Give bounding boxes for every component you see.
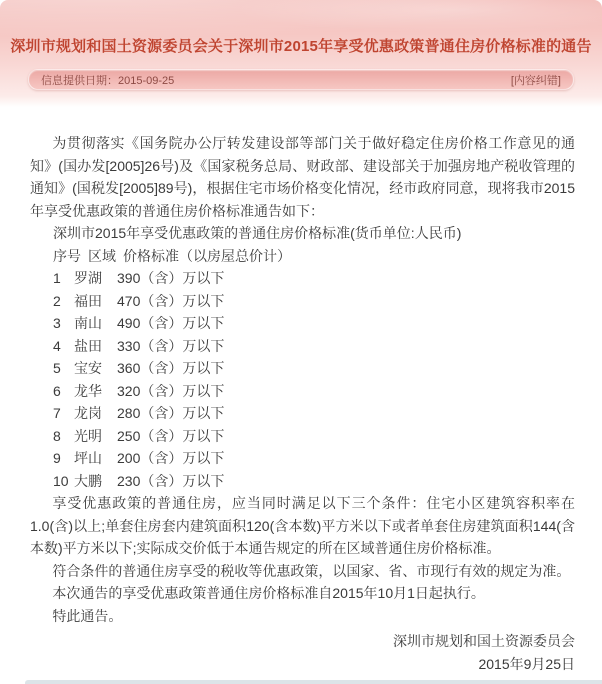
row-district: 龙华 <box>74 382 102 399</box>
conditions-paragraph: 享受优惠政策的普通住房，应当同时满足以下三个条件：住宅小区建筑容积率在1.0(含)以上;单套住房套内建筑面积120(含本数)平方米以下或者单套住房建筑面积144(含本数)平方米以下;实际成交价低于本通告规定的所在区域普通住房价格标准。 <box>30 495 575 556</box>
row-price: 330（含）万以下 <box>117 337 225 354</box>
closing-paragraph: 特此通告。 <box>52 607 123 624</box>
row-district: 盐田 <box>74 337 102 354</box>
banner-fade <box>0 96 602 108</box>
table-row <box>30 402 575 425</box>
row-price: 390（含）万以下 <box>117 270 225 286</box>
table-row <box>30 267 575 290</box>
table-row <box>30 425 575 448</box>
price-table-header <box>30 245 575 268</box>
publish-date-value: 2015-09-25 <box>118 74 175 87</box>
row-no: 7 <box>53 405 61 421</box>
publish-date <box>41 72 174 88</box>
row-district: 坪山 <box>74 450 102 466</box>
signature-block <box>30 630 575 675</box>
row-district: 南山 <box>74 315 102 331</box>
row-district: 福田 <box>74 292 102 309</box>
row-no: 5 <box>53 360 61 376</box>
notice-body <box>0 108 602 675</box>
row-no: 6 <box>53 382 61 399</box>
signature-date: 2015年9月25日 <box>478 655 575 672</box>
page-header-banner <box>0 0 602 96</box>
row-district: 宝安 <box>74 360 102 376</box>
row-no: 3 <box>53 315 61 331</box>
row-price: 250（含）万以下 <box>117 427 225 444</box>
page-title: 深圳市规划和国土资源委员会关于深圳市2015年享受优惠政策普通住房价格标准的通告 <box>10 38 592 55</box>
table-row <box>30 312 575 335</box>
intro-paragraph: 为贯彻落实《国务院办公厅转发建设部等部门关于做好稳定住房价格工作意见的通知》(国办发[2005]26号)及《国家税务总局、财政部、建设部关于加强房地产税收管理的通知》(国税发[2005]89号)，根据住宅市场价格变化情况，经市政府同意，现将我市2015年享受优惠政策的普通住房价格标准通告如下： <box>30 135 575 219</box>
info-bar <box>28 69 574 90</box>
publish-date-label: 信息提供日期： <box>41 74 118 87</box>
table-row <box>30 380 575 403</box>
table-row <box>30 447 575 470</box>
row-price: 200（含）万以下 <box>117 450 225 466</box>
row-price: 320（含）万以下 <box>117 382 225 399</box>
row-price: 280（含）万以下 <box>117 405 225 421</box>
signature-org: 深圳市规划和国土资源委员会 <box>393 633 575 649</box>
row-price: 490（含）万以下 <box>117 315 225 331</box>
table-row <box>30 470 575 493</box>
table-row <box>30 335 575 358</box>
header-no: 序号 <box>53 247 81 264</box>
next-section-edge <box>25 680 602 684</box>
row-no: 1 <box>53 270 61 286</box>
tax-policy-paragraph: 符合条件的普通住房享受的税收等优惠政策，以国家、省、市现行有效的规定为准。 <box>52 562 571 579</box>
row-price: 230（含）万以下 <box>117 472 225 489</box>
standard-title-line: 深圳市2015年享受优惠政策的普通住房价格标准(货币单位:人民币) <box>53 225 462 241</box>
row-no: 4 <box>53 337 61 354</box>
row-district: 龙岗 <box>74 405 102 421</box>
row-price: 470（含）万以下 <box>117 292 225 309</box>
table-row <box>30 357 575 380</box>
row-no: 2 <box>53 292 61 309</box>
price-table <box>30 267 575 492</box>
header-district: 区域 <box>88 247 116 264</box>
row-district: 光明 <box>74 427 102 444</box>
row-no: 9 <box>53 450 61 466</box>
row-no: 10 <box>53 472 69 489</box>
row-district: 大鹏 <box>74 472 102 489</box>
row-no: 8 <box>53 427 61 444</box>
effective-date-paragraph: 本次通告的享受优惠政策普通住房价格标准自2015年10月1日起执行。 <box>52 585 485 601</box>
header-price: 价格标准（以房屋总价计） <box>123 247 291 264</box>
content-correction-link[interactable]: [内容纠错] <box>510 74 561 87</box>
row-district: 罗湖 <box>74 270 102 286</box>
row-price: 360（含）万以下 <box>117 360 225 376</box>
table-row <box>30 290 575 313</box>
